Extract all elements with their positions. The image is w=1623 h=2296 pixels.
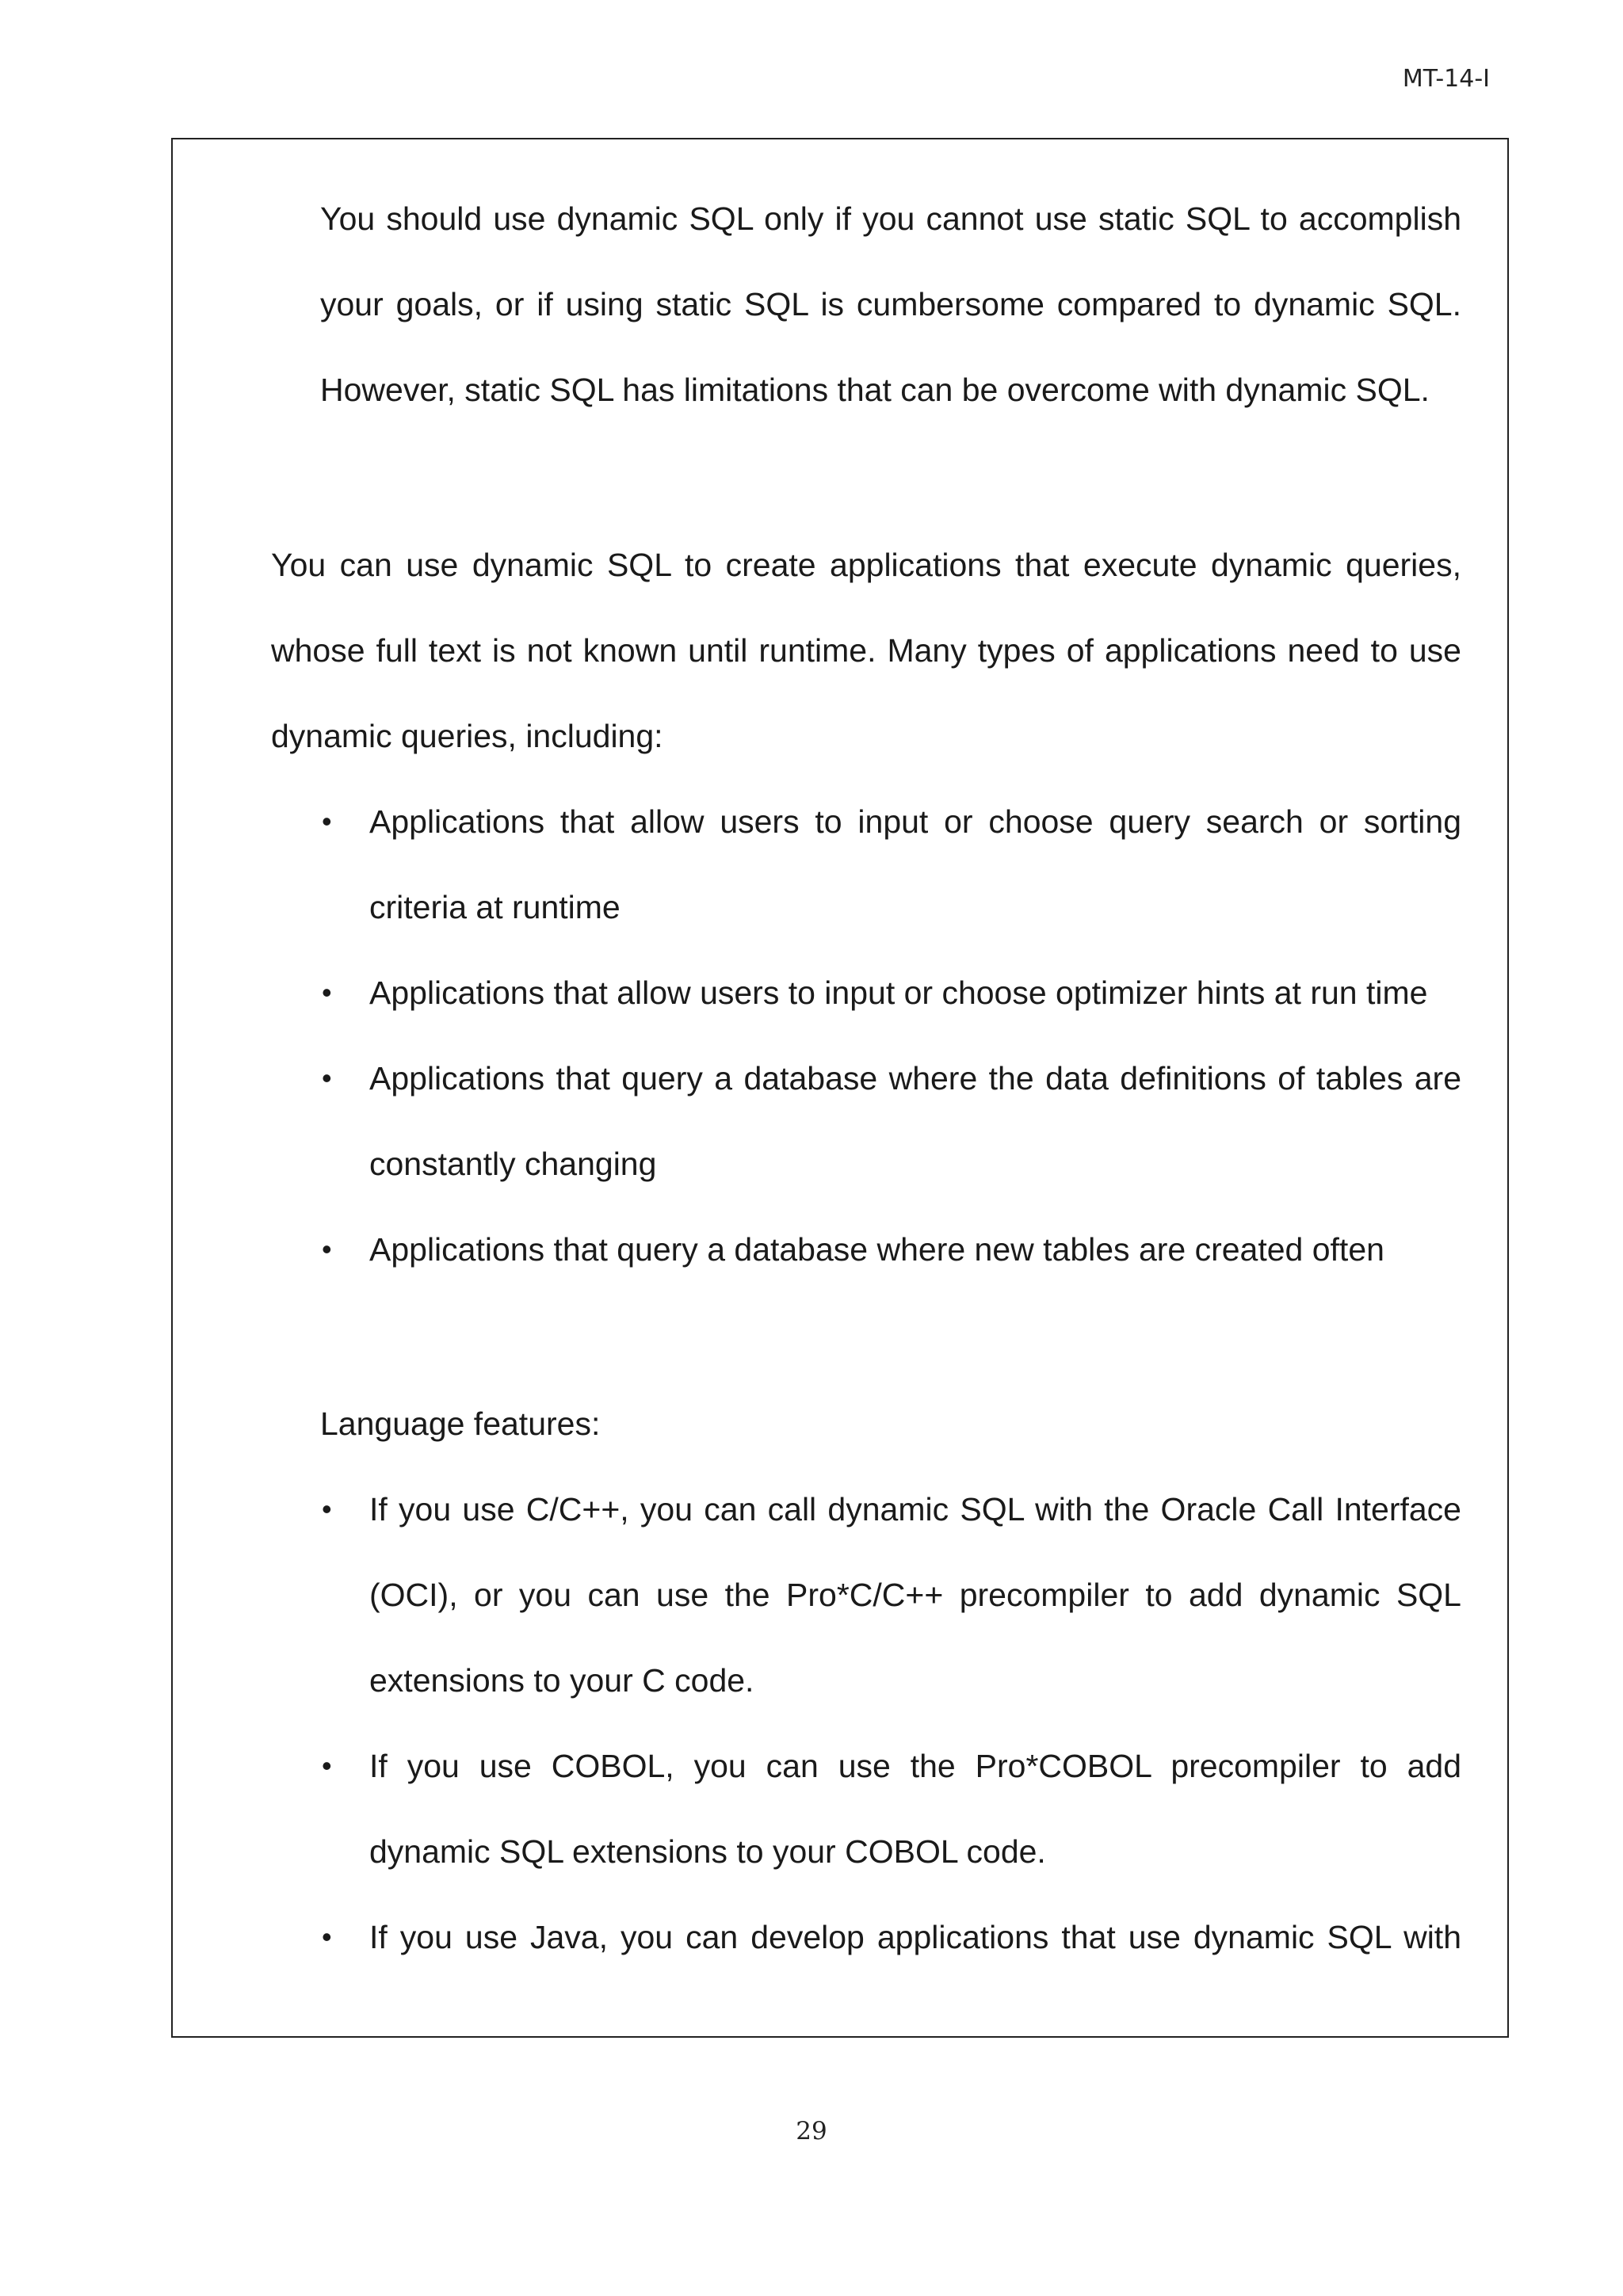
queries-paragraph: You can use dynamic SQL to create applications that execute dynamic queries, whose full text is not known until runtime. Many types of applications need to use dynamic queries, including: xyxy=(271,547,1461,754)
list-item: • If you use Java, you can develop applications that use dynamic SQL with xyxy=(320,1894,1461,1980)
list-item: • If you use C/C++, you can call dynamic SQL with the Oracle Call Interface (OCI), or you can use the Pro*C/C++ precompiler to add dynamic SQL extensions to your C code. xyxy=(320,1466,1461,1723)
bullet-icon: • xyxy=(322,1920,332,1953)
bullet-icon: • xyxy=(322,1062,332,1094)
document-code: MT-14-I xyxy=(1402,65,1490,93)
intro-paragraph: You should use dynamic SQL only if you cannot use static SQL to accomplish your goals, or if using static SQL is cumbersome compared to dynamic SQL. However, static SQL has limitations that can be overcome with dynamic SQL. xyxy=(320,200,1461,408)
language-heading: Language features: xyxy=(320,1405,601,1442)
bullet-icon: • xyxy=(322,1749,332,1782)
list-item: • Applications that query a database where the data definitions of tables are constantly changing xyxy=(320,1035,1461,1207)
queries-section xyxy=(271,522,1461,779)
bullet-icon: • xyxy=(322,805,332,837)
queries-bullet-list xyxy=(320,779,1461,1292)
list-item: • Applications that allow users to input or choose query search or sorting criteria at runtime xyxy=(320,779,1461,950)
list-item: • Applications that allow users to input or choose optimizer hints at run time xyxy=(320,950,1461,1035)
intro-section xyxy=(320,176,1461,433)
page-number: 29 xyxy=(796,2117,827,2145)
bullet-icon: • xyxy=(322,1493,332,1525)
language-section xyxy=(320,1381,1461,1466)
list-item: • Applications that query a database where new tables are created often xyxy=(320,1207,1461,1292)
language-bullet-list xyxy=(320,1466,1461,1980)
list-item: • If you use COBOL, you can use the Pro*COBOL precompiler to add dynamic SQL extensions to your COBOL code. xyxy=(320,1723,1461,1894)
bullet-icon: • xyxy=(322,1233,332,1265)
bullet-icon: • xyxy=(322,976,332,1009)
